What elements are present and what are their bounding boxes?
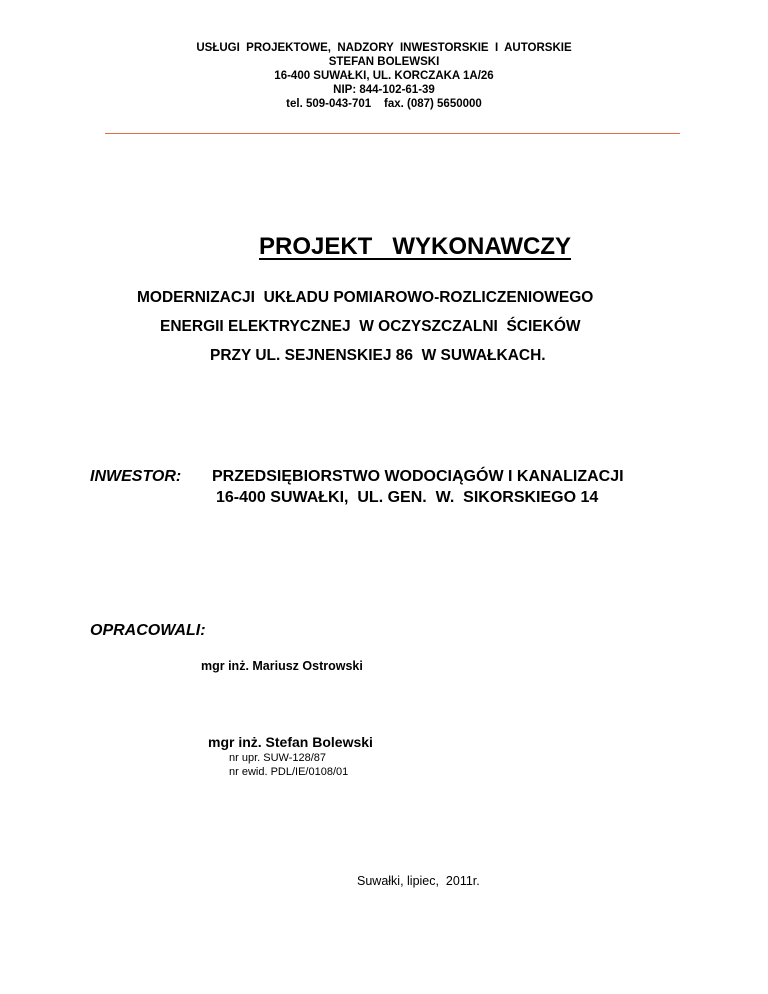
subtitle-line-2: ENERGII ELEKTRYCZNEJ W OCZYSZCZALNI ŚCIEKÓW [160, 318, 581, 335]
investor-address: 16-400 SUWAŁKI, UL. GEN. W. SIKORSKIEGO 14 [216, 489, 599, 506]
investor-label: INWESTOR: [90, 468, 182, 485]
company-services-line: USŁUGI PROJEKTOWE, NADZORY INWESTORSKIE I AUTORSKIE [196, 42, 572, 54]
subtitle-line-1: MODERNIZACJI UKŁADU POMIAROWO-ROZLICZENIOWEGO [137, 289, 594, 306]
place-and-date: Suwałki, lipiec, 2011r. [357, 874, 480, 888]
author-2-name: mgr inż. Stefan Bolewski [208, 734, 373, 750]
author-2-registry-number: nr ewid. PDL/IE/0108/01 [229, 766, 349, 778]
subtitle-line-3: PRZY UL. SEJNENSKIEJ 86 W SUWAŁKACH. [210, 347, 546, 364]
authors-label: OPRACOWALI: [90, 622, 206, 639]
author-1-name: mgr inż. Mariusz Ostrowski [201, 659, 363, 673]
company-address: 16-400 SUWAŁKI, UL. KORCZAKA 1A/26 [274, 70, 494, 82]
company-owner-name: STEFAN BOLEWSKI [328, 56, 440, 68]
header-divider [105, 133, 680, 134]
document-title: PROJEKT WYKONAWCZY [258, 233, 571, 260]
company-contact: tel. 509-043-701 fax. (087) 5650000 [286, 98, 482, 110]
investor-name: PRZEDSIĘBIORSTWO WODOCIĄGÓW I KANALIZACJI [212, 468, 624, 485]
author-2-license-number: nr upr. SUW-128/87 [229, 752, 327, 764]
company-nip: NIP: 844-102-61-39 [333, 84, 435, 96]
